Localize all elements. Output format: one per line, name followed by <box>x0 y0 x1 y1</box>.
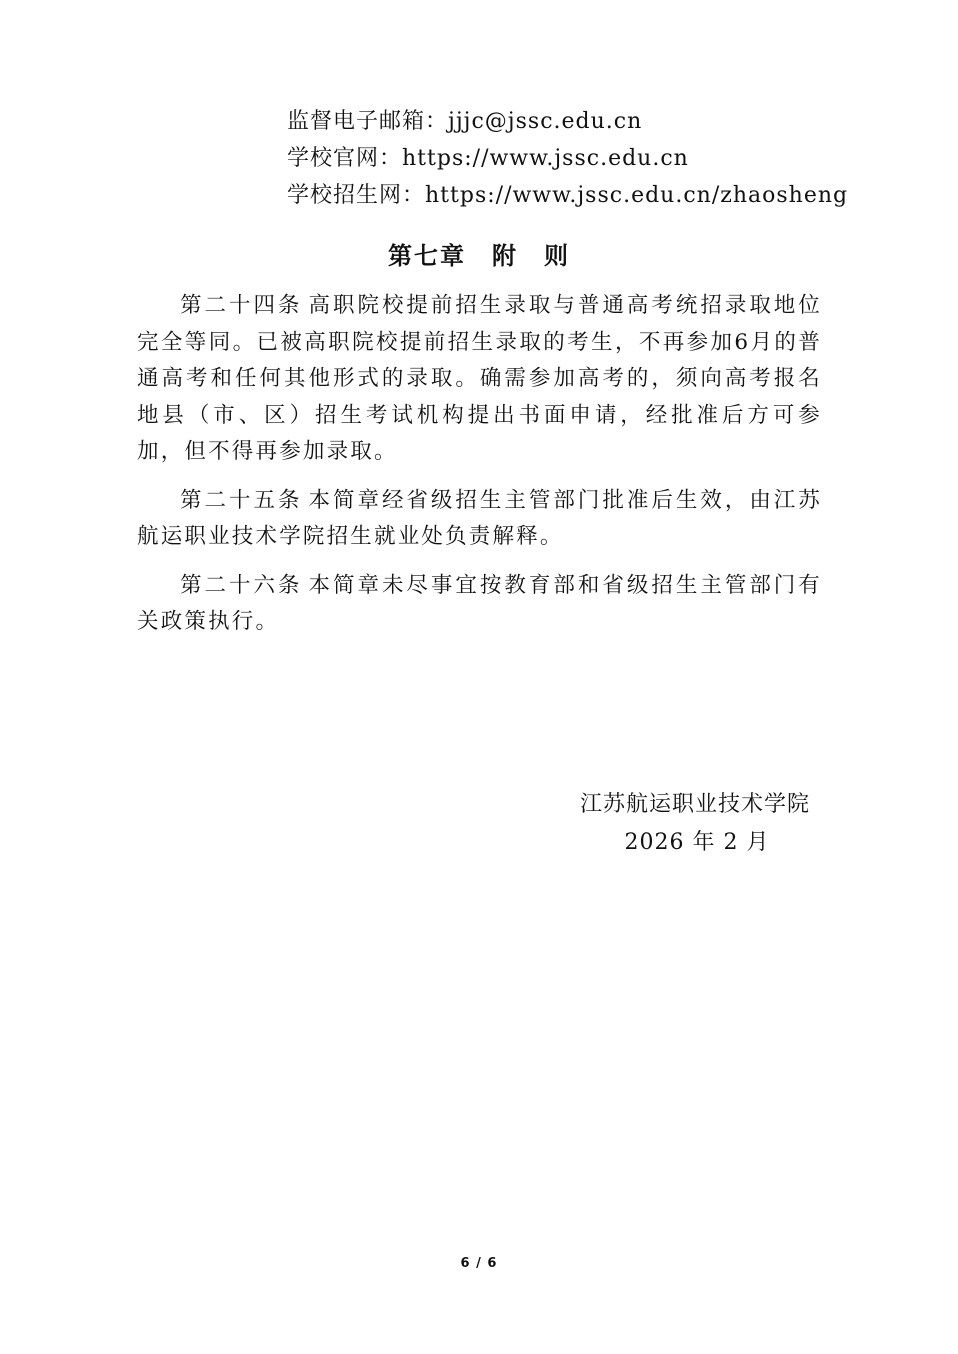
chapter-body <box>137 288 822 653</box>
article-25 <box>137 483 822 556</box>
contact-list <box>287 103 848 214</box>
contact-website <box>287 140 848 177</box>
article-number: 第二十六条 <box>180 572 303 598</box>
contact-admissions-value: https://www.jssc.edu.cn/zhaosheng <box>425 183 849 208</box>
signature-block <box>570 786 820 862</box>
contact-admissions-label: 学校招生网： <box>287 183 426 208</box>
contact-admissions-site <box>287 177 848 214</box>
chapter-title: 第七章 附 则 <box>388 242 570 270</box>
article-number: 第二十五条 <box>180 487 303 513</box>
article-24 <box>137 288 822 471</box>
article-26 <box>137 568 822 641</box>
signature-org: 江苏航运职业技术学院 <box>579 792 810 817</box>
article-text: 高职院校提前招生录取与普通高考统招录取地位完全等同。已被高职院校提前招生录取的考生，不再参加6月的普通高考和任何其他形式的录取。确需参加高考的，须向高考报名地县（市、区）招生考试机构提出书面申请，经批准后方可参加，但不得再参加录取。 <box>137 293 822 464</box>
signature-date: 2026 年 2 月 <box>624 830 770 855</box>
contact-website-value: https://www.jssc.edu.cn <box>402 146 689 171</box>
contact-email-label: 监督电子邮箱： <box>287 109 449 134</box>
article-text: 本简章经省级招生主管部门批准后生效，由江苏航运职业技术学院招生就业处负责解释。 <box>137 487 822 549</box>
article-text: 本简章未尽事宜按教育部和省级招生主管部门有关政策执行。 <box>137 572 822 634</box>
page-number: 6 / 6 <box>460 1256 498 1271</box>
contact-email <box>287 103 848 140</box>
article-number: 第二十四条 <box>180 293 303 318</box>
contact-website-label: 学校官网： <box>287 146 403 171</box>
contact-email-value: jjjc@jssc.edu.cn <box>448 109 643 134</box>
